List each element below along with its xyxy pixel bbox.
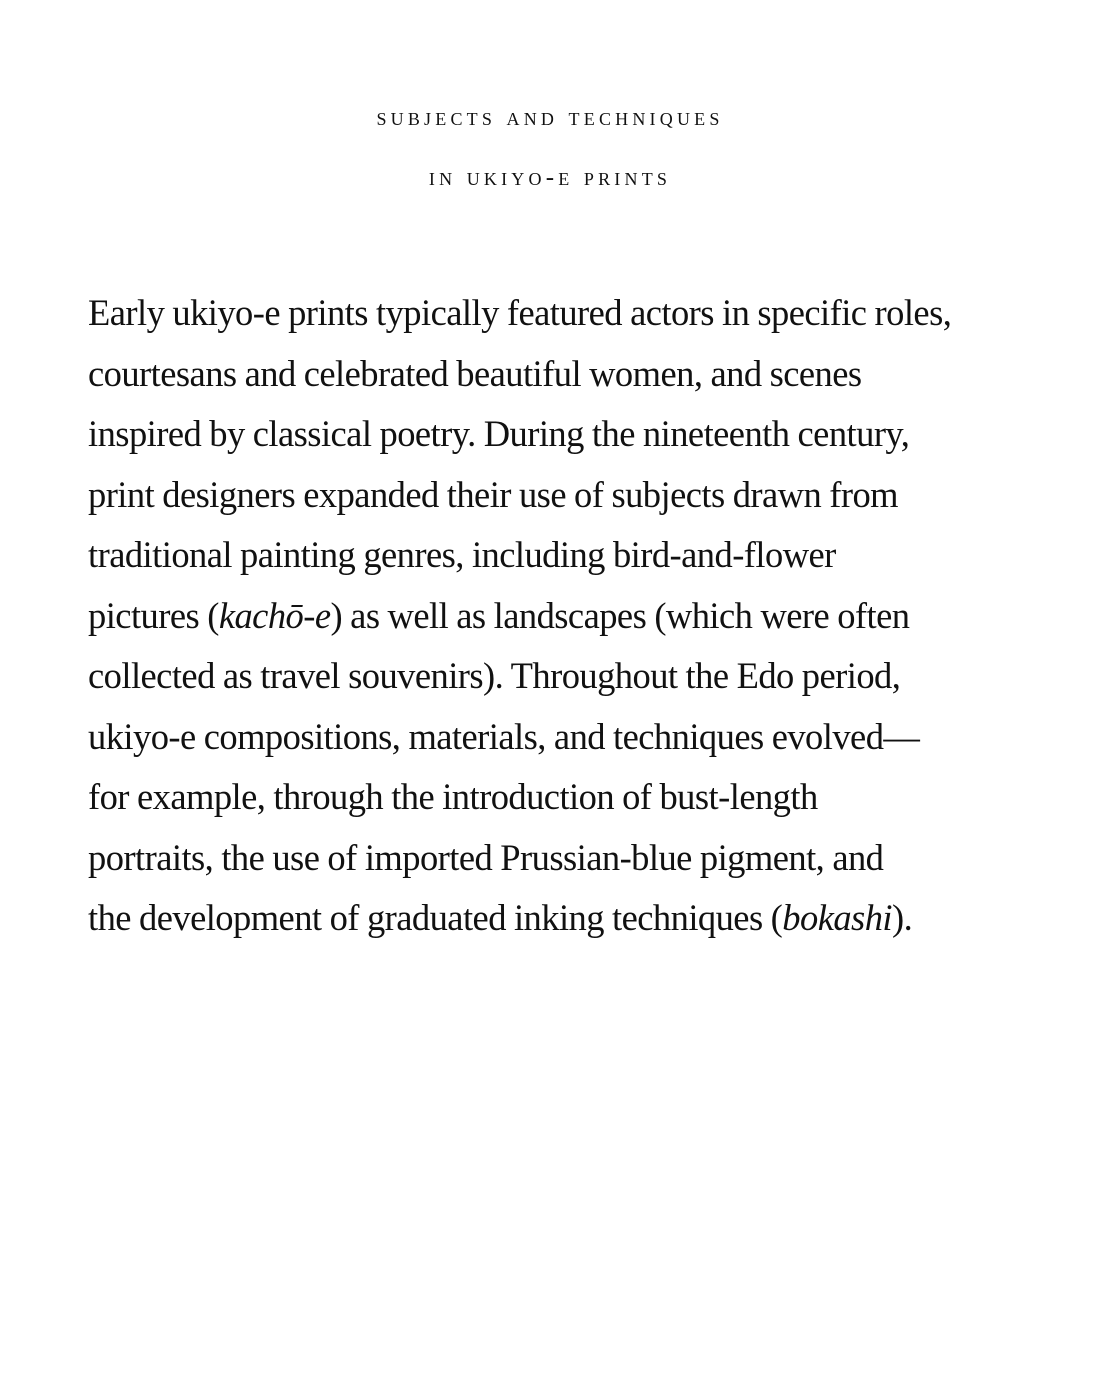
paragraph-text-segment: pictures ( bbox=[88, 594, 219, 636]
paragraph-line: inspired by classical poetry. During the nineteenth century, bbox=[88, 413, 910, 454]
paragraph-line: for example, through the introduction of bust-length bbox=[88, 776, 818, 817]
section-heading bbox=[0, 88, 1100, 208]
paragraph-line: collected as travel souvenirs). Throughout the Edo period, bbox=[88, 655, 901, 696]
paragraph-line: courtesans and celebrated beautiful women, and scenes bbox=[88, 352, 862, 394]
paragraph-line bbox=[88, 586, 1028, 647]
paragraph-text-segment: ). bbox=[892, 897, 913, 938]
paragraph-text-segment: ) as well as landscapes (which were often bbox=[330, 594, 910, 636]
paragraph-line: traditional painting genres, including bird-and-flower bbox=[88, 534, 836, 575]
japanese-term-kacho-e: kachō-e bbox=[218, 594, 331, 636]
paragraph-line: print designers expanded their use of subjects drawn from bbox=[88, 473, 898, 515]
paragraph-line bbox=[88, 888, 1028, 949]
heading-line-1: subjects and techniques bbox=[376, 104, 724, 131]
body-paragraph bbox=[88, 283, 1028, 949]
paragraph-text-segment: the development of graduated inking techniques ( bbox=[88, 897, 783, 938]
japanese-term-bokashi: bokashi bbox=[782, 897, 892, 938]
paragraph-line: ukiyo-e compositions, materials, and techniques evolved— bbox=[88, 715, 920, 757]
paragraph-line: Early ukiyo-e prints typically featured actors in specific roles, bbox=[88, 292, 952, 333]
heading-line-2: in ukiyo-e prints bbox=[428, 164, 672, 191]
paragraph-line: portraits, the use of imported Prussian-blue pigment, and bbox=[88, 836, 884, 878]
